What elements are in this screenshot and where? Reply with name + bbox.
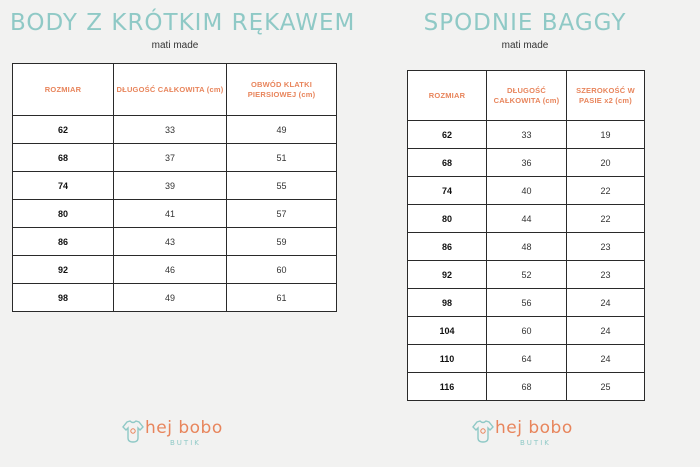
length-cell: 64 [487, 345, 567, 373]
measure-cell: 55 [227, 172, 337, 200]
table-row [408, 317, 645, 345]
onesie-icon [472, 420, 494, 444]
size-cell: 86 [13, 228, 114, 256]
size-cell: 62 [13, 116, 114, 144]
length-cell: 52 [487, 261, 567, 289]
right-size-table [407, 70, 645, 401]
table-row [13, 284, 337, 312]
logo-name: hej bobo [145, 418, 223, 438]
logo-tagline: BUTIK [520, 439, 551, 447]
header-length: DŁUGOŚĆ CAŁKOWITA (cm) [114, 64, 227, 116]
length-cell: 41 [114, 200, 227, 228]
left-title: BODY Z KRÓTKIM RĘKAWEM [10, 10, 356, 36]
measure-cell: 23 [567, 261, 645, 289]
size-cell: 104 [408, 317, 487, 345]
table-row [408, 121, 645, 149]
header-chest: OBWÓD KLATKI PIERSIOWEJ (cm) [227, 64, 337, 116]
size-cell: 74 [13, 172, 114, 200]
table-row [13, 228, 337, 256]
table-row [13, 144, 337, 172]
table-row [13, 200, 337, 228]
length-cell: 36 [487, 149, 567, 177]
size-cell: 62 [408, 121, 487, 149]
length-cell: 37 [114, 144, 227, 172]
size-cell: 110 [408, 345, 487, 373]
table-row [408, 149, 645, 177]
logo-left [120, 415, 230, 455]
length-cell: 33 [114, 116, 227, 144]
size-cell: 116 [408, 373, 487, 401]
size-cell: 80 [408, 205, 487, 233]
measure-cell: 19 [567, 121, 645, 149]
logo-right [470, 415, 580, 455]
length-cell: 40 [487, 177, 567, 205]
size-cell: 92 [408, 261, 487, 289]
table-row [13, 172, 337, 200]
header-waist: SZEROKOŚĆ W PASIE x2 (cm) [567, 71, 645, 121]
length-cell: 44 [487, 205, 567, 233]
table-header-row [408, 71, 645, 121]
left-size-table [12, 63, 337, 312]
length-cell: 68 [487, 373, 567, 401]
length-cell: 56 [487, 289, 567, 317]
header-size: ROZMIAR [13, 64, 114, 116]
measure-cell: 23 [567, 233, 645, 261]
table-row [408, 205, 645, 233]
table-row [408, 233, 645, 261]
measure-cell: 59 [227, 228, 337, 256]
logo-name: hej bobo [495, 418, 573, 438]
measure-cell: 25 [567, 373, 645, 401]
size-cell: 68 [13, 144, 114, 172]
table-row [408, 373, 645, 401]
size-cell: 92 [13, 256, 114, 284]
measure-cell: 22 [567, 177, 645, 205]
size-cell: 98 [408, 289, 487, 317]
length-cell: 43 [114, 228, 227, 256]
measure-cell: 49 [227, 116, 337, 144]
size-cell: 98 [13, 284, 114, 312]
measure-cell: 24 [567, 345, 645, 373]
table-row [13, 256, 337, 284]
table-row [408, 345, 645, 373]
table-header-row [13, 64, 337, 116]
table-row [13, 116, 337, 144]
left-subtitle: mati made [151, 40, 199, 51]
onesie-icon [122, 420, 144, 444]
size-cell: 80 [13, 200, 114, 228]
measure-cell: 20 [567, 149, 645, 177]
measure-cell: 22 [567, 205, 645, 233]
measure-cell: 24 [567, 289, 645, 317]
length-cell: 49 [114, 284, 227, 312]
size-cell: 68 [408, 149, 487, 177]
size-cell: 86 [408, 233, 487, 261]
right-subtitle: mati made [501, 40, 549, 51]
header-size: ROZMIAR [408, 71, 487, 121]
header-length: DŁUGOŚĆ CAŁKOWITA (cm) [487, 71, 567, 121]
table-row [408, 261, 645, 289]
length-cell: 39 [114, 172, 227, 200]
length-cell: 60 [487, 317, 567, 345]
logo-tagline: BUTIK [170, 439, 201, 447]
length-cell: 46 [114, 256, 227, 284]
size-cell: 74 [408, 177, 487, 205]
table-row [408, 177, 645, 205]
measure-cell: 24 [567, 317, 645, 345]
measure-cell: 61 [227, 284, 337, 312]
right-title: SPODNIE BAGGY [423, 10, 627, 36]
length-cell: 33 [487, 121, 567, 149]
length-cell: 48 [487, 233, 567, 261]
measure-cell: 60 [227, 256, 337, 284]
table-row [408, 289, 645, 317]
measure-cell: 57 [227, 200, 337, 228]
measure-cell: 51 [227, 144, 337, 172]
